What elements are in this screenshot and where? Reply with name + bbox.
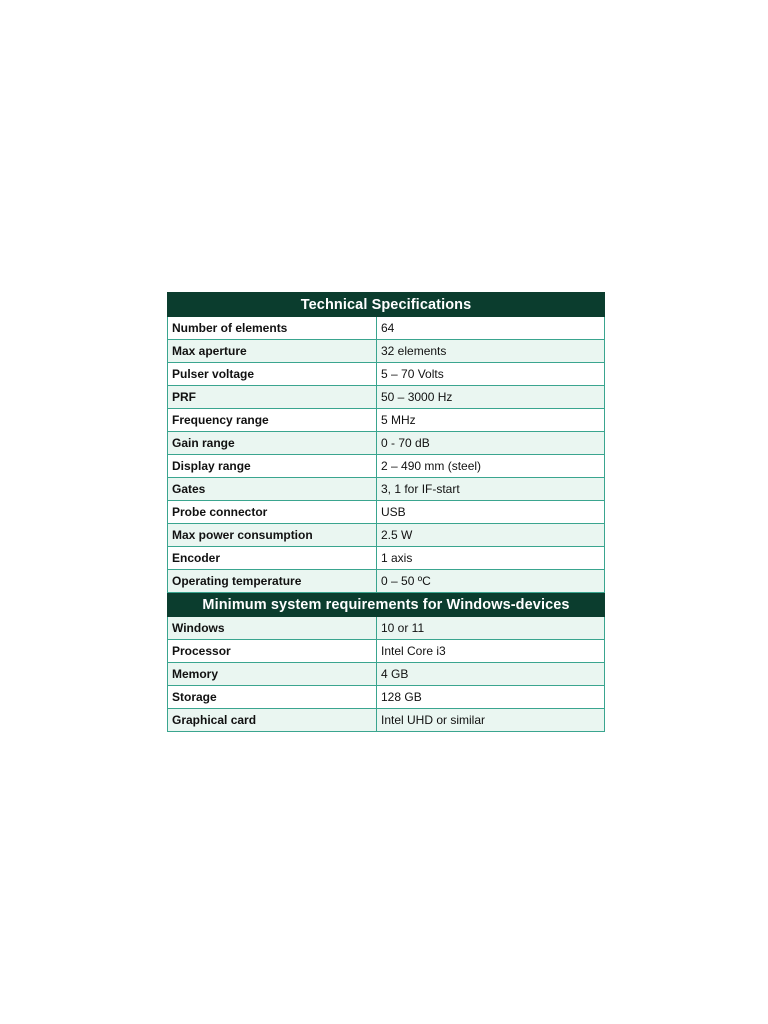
row-value: 0 – 50 ºC bbox=[377, 570, 605, 593]
row-label: Processor bbox=[168, 640, 377, 663]
row-label: Number of elements bbox=[168, 317, 377, 340]
table-row bbox=[168, 570, 605, 593]
row-value: 128 GB bbox=[377, 686, 605, 709]
section-header-row bbox=[168, 593, 605, 617]
row-label: Probe connector bbox=[168, 501, 377, 524]
system-requirements-title: Minimum system requirements for Windows-devices bbox=[168, 593, 605, 617]
row-label: Windows bbox=[168, 617, 377, 640]
row-label: Frequency range bbox=[168, 409, 377, 432]
row-value: USB bbox=[377, 501, 605, 524]
table-row bbox=[168, 386, 605, 409]
table-row bbox=[168, 340, 605, 363]
table-row bbox=[168, 663, 605, 686]
table-row bbox=[168, 455, 605, 478]
table-row bbox=[168, 363, 605, 386]
row-value: 3, 1 for IF-start bbox=[377, 478, 605, 501]
row-label: Gates bbox=[168, 478, 377, 501]
technical-specifications-title: Technical Specifications bbox=[168, 293, 605, 317]
row-label: Graphical card bbox=[168, 709, 377, 732]
table-row bbox=[168, 709, 605, 732]
row-label: Max power consumption bbox=[168, 524, 377, 547]
table-row bbox=[168, 501, 605, 524]
table-row bbox=[168, 640, 605, 663]
row-value: 2 – 490 mm (steel) bbox=[377, 455, 605, 478]
row-value: 32 elements bbox=[377, 340, 605, 363]
row-label: Memory bbox=[168, 663, 377, 686]
row-value: 2.5 W bbox=[377, 524, 605, 547]
table-row bbox=[168, 617, 605, 640]
row-label: Operating temperature bbox=[168, 570, 377, 593]
row-value: 64 bbox=[377, 317, 605, 340]
table-row bbox=[168, 409, 605, 432]
row-value: 5 MHz bbox=[377, 409, 605, 432]
row-value: Intel Core i3 bbox=[377, 640, 605, 663]
row-label: PRF bbox=[168, 386, 377, 409]
row-value: 4 GB bbox=[377, 663, 605, 686]
row-value: Intel UHD or similar bbox=[377, 709, 605, 732]
row-label: Pulser voltage bbox=[168, 363, 377, 386]
row-value: 1 axis bbox=[377, 547, 605, 570]
table-row bbox=[168, 478, 605, 501]
table-row bbox=[168, 686, 605, 709]
row-label: Encoder bbox=[168, 547, 377, 570]
table-row bbox=[168, 432, 605, 455]
row-label: Storage bbox=[168, 686, 377, 709]
table-row bbox=[168, 317, 605, 340]
row-label: Display range bbox=[168, 455, 377, 478]
row-value: 50 – 3000 Hz bbox=[377, 386, 605, 409]
table-row bbox=[168, 524, 605, 547]
spec-table bbox=[167, 292, 605, 732]
table-row bbox=[168, 547, 605, 570]
section-header-row bbox=[168, 293, 605, 317]
row-value: 10 or 11 bbox=[377, 617, 605, 640]
row-value: 0 - 70 dB bbox=[377, 432, 605, 455]
row-label: Gain range bbox=[168, 432, 377, 455]
row-value: 5 – 70 Volts bbox=[377, 363, 605, 386]
row-label: Max aperture bbox=[168, 340, 377, 363]
